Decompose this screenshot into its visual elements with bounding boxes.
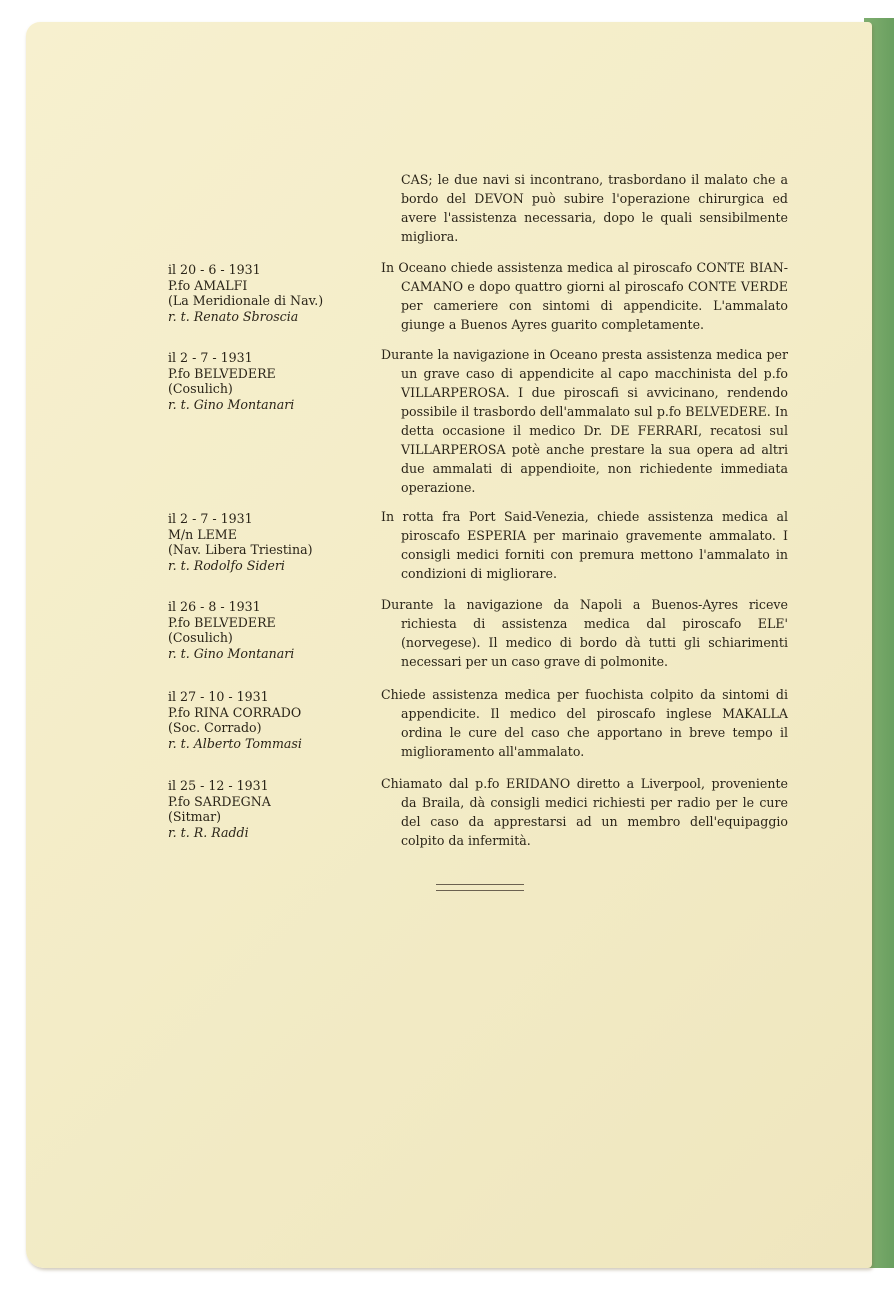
entry-officer: r. t. Rodolfo Sideri <box>168 557 285 573</box>
entry-description <box>381 774 788 850</box>
intro-text: CAS; le due navi si incontrano, trasbordano il malato che a bordo del DEVON può subire l'operazione chirurgica ed avere l'assistenza necessaria, dopo le quali sensibilmente migliora. <box>401 172 788 244</box>
entry-description <box>381 685 788 761</box>
entry-ship: P.fo RINA CORRADO <box>168 704 302 720</box>
entry-ship: P.fo BELVEDERE <box>168 614 276 630</box>
entry-date: il 25 - 12 - 1931 <box>168 778 269 793</box>
entry-meta <box>168 262 368 324</box>
section-divider <box>436 884 524 891</box>
entry-company: (La Meridionale di Nav.) <box>168 293 324 308</box>
entry-officer: r. t. Renato Sbroscia <box>168 308 299 324</box>
entry-description-text: Durante la navigazione in Oceano presta assistenza medica per un grave caso di appendicite al capo macchinista del p.fo VILLARPEROSA. I due piroscafi si avvicinano, rendendo possibile il trasbordo dell'ammalato sul p.fo BELVEDERE. In detta occasione il medico Dr. DE FERRARI, recatosi sul VILLARPEROSA potè anche prestare la sua opera ad altri due ammalati di appendioite, non richiedente immediata operazione. <box>381 347 788 495</box>
entry-date: il 20 - 6 - 1931 <box>168 262 261 277</box>
entry-meta <box>168 689 368 751</box>
entry-company: (Nav. Libera Triestina) <box>168 542 313 557</box>
entry-ship: P.fo BELVEDERE <box>168 365 276 381</box>
entry-meta <box>168 778 368 840</box>
entry-meta <box>168 350 368 412</box>
entry-meta <box>168 511 368 573</box>
entry-date: il 2 - 7 - 1931 <box>168 350 253 365</box>
intro-paragraph <box>381 170 788 246</box>
entry-description-text: Chiamato dal p.fo ERIDANO diretto a Liverpool, proveniente da Braila, dà consigli medici richiesti per radio per le cure del caso da apprestarsi ad un membro dell'equipaggio colpito da infermità. <box>381 776 788 848</box>
entry-meta <box>168 599 368 661</box>
entry-officer: r. t. Gino Montanari <box>168 645 295 661</box>
entry-ship: P.fo SARDEGNA <box>168 793 271 809</box>
entry-company: (Soc. Corrado) <box>168 720 262 735</box>
entry-date: il 27 - 10 - 1931 <box>168 689 269 704</box>
entry-date: il 2 - 7 - 1931 <box>168 511 253 526</box>
entry-officer: r. t. Alberto Tommasi <box>168 735 302 751</box>
entry-description <box>381 507 788 583</box>
entry-description-text: Chiede assistenza medica per fuochista colpito da sintomi di appendicite. Il medico del piroscafo inglese MAKALLA ordina le cure del caso che apportano in breve tempo il miglioramento all'ammalato. <box>381 687 788 759</box>
entry-description-text: In rotta fra Port Said-Venezia, chiede assistenza medica al piroscafo ESPERIA per marinaio gravemente ammalato. I consigli medici forniti con premura mettono l'ammalato in condizioni di migliorare. <box>381 509 788 581</box>
entry-description <box>381 345 788 497</box>
entry-officer: r. t. Gino Montanari <box>168 396 295 412</box>
entry-ship: P.fo AMALFI <box>168 277 248 293</box>
entry-description <box>381 258 788 334</box>
entry-company: (Sitmar) <box>168 809 222 824</box>
entry-company: (Cosulich) <box>168 630 233 645</box>
entry-description <box>381 595 788 671</box>
entry-officer: r. t. R. Raddi <box>168 824 249 840</box>
entry-company: (Cosulich) <box>168 381 233 396</box>
entry-ship: M/n LEME <box>168 526 237 542</box>
entry-date: il 26 - 8 - 1931 <box>168 599 261 614</box>
entry-description-text: Durante la navigazione da Napoli a Buenos-Ayres riceve richiesta di assistenza medica dal piroscafo ELE' (norvegese). Il medico di bordo dà tutti gli schiarimenti necessari per un caso grave di polmonite. <box>381 597 788 669</box>
entry-description-text: In Oceano chiede assistenza medica al piroscafo CONTE BIAN-CAMANO e dopo quattro giorni al piroscafo CONTE VERDE per cameriere con sintomi di appendicite. L'ammalato giunge a Buenos Ayres guarito completamente. <box>381 260 788 332</box>
